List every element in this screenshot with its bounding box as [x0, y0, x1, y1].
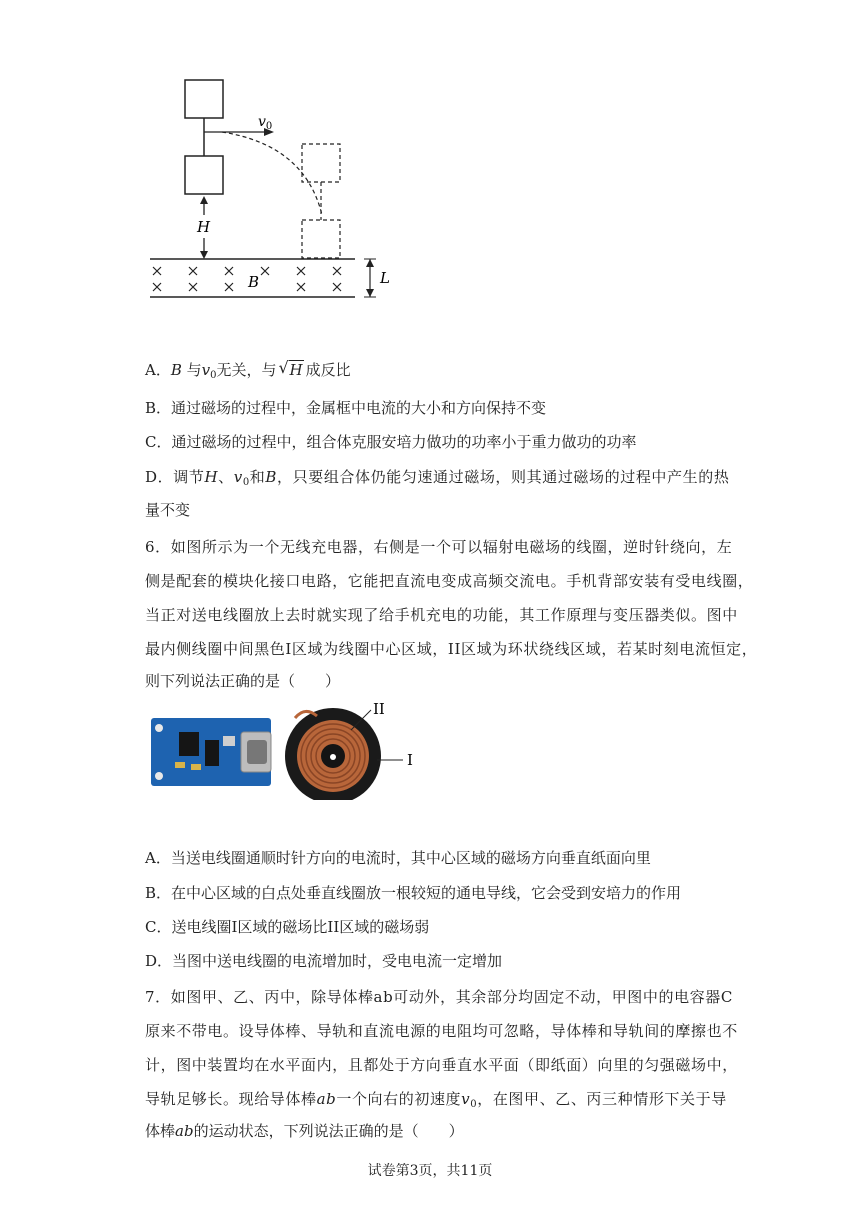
- l-label: L: [380, 269, 390, 287]
- q6-stem-line-5: 则下列说法正确的是（ ）: [145, 672, 341, 690]
- q7-stem-line-2: 原来不带电。设导体棒、导轨和直流电源的电阻均可忽略，导体棒和导轨间的摩擦也不: [145, 1022, 738, 1040]
- q6-option-b: B．在中心区域的白点处垂直线圈放一根较短的通电导线，它会受到安培力的作用: [145, 884, 682, 902]
- q6-option-a: A．当送电线圈通顺时针方向的电流时，其中心区域的磁场方向垂直纸面向里: [145, 849, 651, 867]
- q6-stem-line-4: 最内侧线圈中间黑色I区域为线圈中心区域，II区域为环状绕线区域，若某时刻电流恒定，: [145, 640, 758, 658]
- q7-stem-line-5: 体棒ab的运动状态，下列说法正确的是（ ）: [145, 1122, 464, 1140]
- h-label: H: [197, 218, 211, 236]
- q7-stem-line-1: 7．如图甲、乙、丙中，除导体棒ab可动外，其余部分均固定不动，甲图中的电容器C: [145, 988, 733, 1006]
- q6-stem-line-2: 侧是配套的模块化接口电路，它能把直流电变成高频交流电。手机背部安装有受电线圈，: [145, 572, 754, 590]
- q5-option-d: D．调节H、$v_0$和B，只要组合体仍能匀速通过磁场，则其通过磁场的过程中产生的热: [145, 468, 730, 488]
- wireless-charger-figure: [145, 700, 435, 800]
- q6-stem-line-3: 当正对送电线圈放上去时就实现了给手机充电的功能，其工作原理与变压器类似。图中: [145, 606, 738, 624]
- q5-option-a: A．B 与$v_0$无关，与 √ H 成反比: [145, 358, 351, 381]
- q7-stem-line-4: 导轨足够长。现给导体棒ab一个向右的初速度$v_0$，在图甲、乙、丙三种情形下关于导: [145, 1090, 727, 1110]
- q6-option-c: C．送电线圈I区域的磁场比II区域的磁场弱: [145, 918, 430, 936]
- page-footer: 试卷第3页，共11页: [367, 1163, 493, 1179]
- label-ii: II: [373, 700, 385, 718]
- pcb-module: [151, 718, 271, 786]
- coil: [285, 708, 381, 800]
- q5-option-b: B．通过磁场的过程中，金属框中电流的大小和方向保持不变: [145, 399, 547, 417]
- sqrt-h: √ H: [278, 358, 303, 379]
- q7-stem-line-3: 计，图中装置均在水平面内，且都处于方向垂直水平面（即纸面）向里的匀强磁场中，: [145, 1056, 738, 1074]
- v0-label: $v_0$: [258, 114, 273, 132]
- q6-stem-line-1: 6．如图所示为一个无线充电器，右侧是一个可以辐射电磁场的线圈，逆时针绕向，左: [145, 538, 733, 556]
- q5-option-d-cont: 量不变: [145, 501, 191, 519]
- q5-option-c: C．通过磁场的过程中，组合体克服安培力做功的功率小于重力做功的功率: [145, 433, 637, 451]
- field-crosses: [153, 267, 341, 291]
- q6-option-d: D．当图中送电线圈的电流增加时，受电电流一定增加: [145, 952, 503, 970]
- b-label: B: [248, 273, 260, 291]
- magnetic-field-figure: [140, 70, 400, 310]
- label-i: I: [407, 751, 413, 769]
